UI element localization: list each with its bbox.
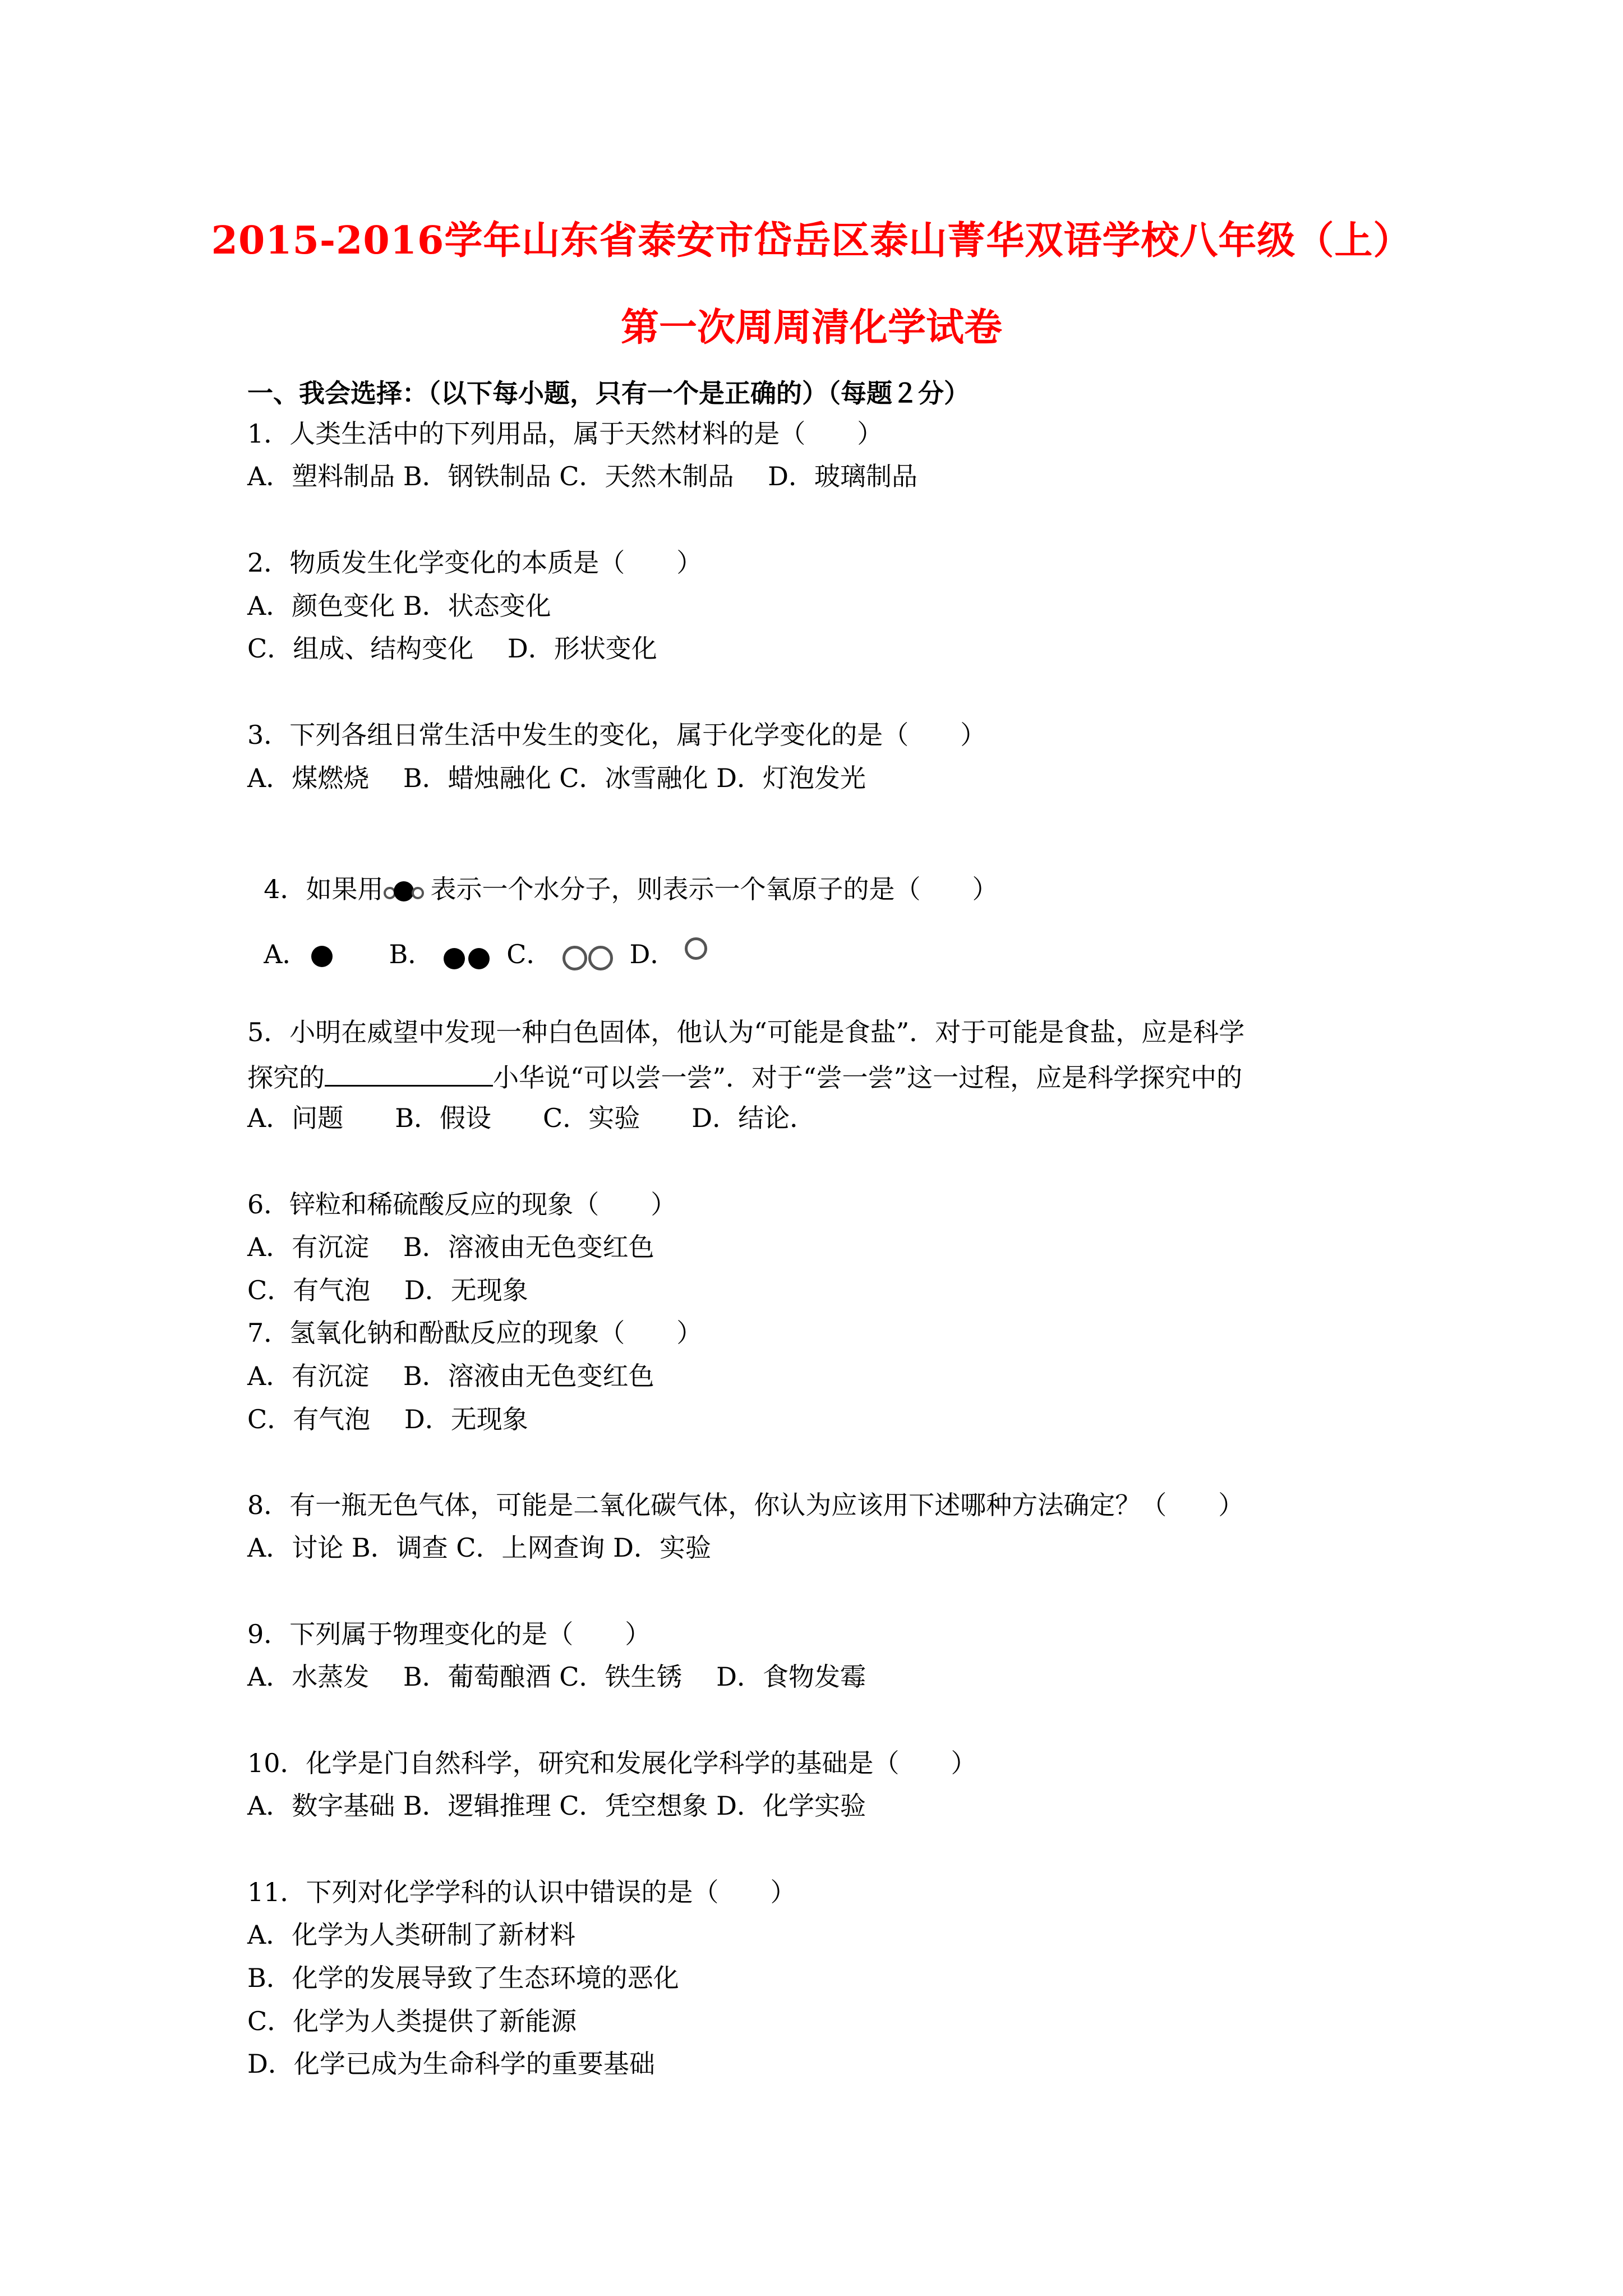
q7-stem: 7．氢氧化钠和酚酞反应的现象（ ） bbox=[247, 1318, 703, 1348]
q7-options-2: C．有气泡 D．无现象 bbox=[247, 1404, 528, 1434]
q10-options: A．数字基础 B．逻辑推理 C．凭空想象 D．化学实验 bbox=[247, 1791, 866, 1821]
q2-stem: 2．物质发生化学变化的本质是（ ） bbox=[247, 547, 703, 578]
q9-options: A．水蒸发 B．葡萄酿酒 C．铁生锈 D．食物发霉 bbox=[247, 1662, 866, 1692]
q2-options-2: C．组成、结构变化 D．形状变化 bbox=[247, 633, 657, 664]
q6-options-1: A．有沉淀 B．溶液由无色变红色 bbox=[247, 1232, 654, 1262]
q8-stem: 8．有一瓶无色气体，可能是二氧化碳气体，你认为应该用下述哪种方法确定？（ ） bbox=[247, 1490, 1244, 1520]
q2-options-1: A．颜色变化 B．状态变化 bbox=[247, 591, 551, 621]
q5-line-2a: 探究的 bbox=[247, 1062, 325, 1093]
title-line-1: 2015-2016学年山东省泰安市岱岳区泰山菁华双语学校八年级（上） bbox=[211, 218, 1412, 263]
q4-options bbox=[247, 915, 707, 970]
q4-stem bbox=[247, 850, 998, 904]
q7-options-1: A．有沉淀 B．溶液由无色变红色 bbox=[247, 1361, 654, 1391]
single-black-atom-icon bbox=[311, 946, 333, 967]
q4-option-c-label: C． bbox=[506, 939, 552, 969]
title-line-2: 第一次周周清化学试卷 bbox=[620, 305, 1002, 350]
q5-answer-blank[interactable] bbox=[325, 1062, 493, 1087]
q5-line-2b: 小华说“可以尝一尝”．对于“尝一尝”这一过程，应是科学探究中的 bbox=[493, 1062, 1243, 1093]
q4-option-d-label: D． bbox=[629, 939, 676, 969]
q8-options: A．讨论 B．调查 C．上网查询 D．实验 bbox=[247, 1533, 711, 1563]
q4-stem-b: 表示一个水分子，则表示一个氧原子的是（ ） bbox=[430, 874, 998, 904]
q11-option-b: B．化学的发展导致了生态环境的恶化 bbox=[247, 1963, 679, 1993]
q6-stem: 6．锌粒和稀硫酸反应的现象（ ） bbox=[247, 1189, 677, 1220]
water-molecule-icon bbox=[384, 879, 431, 904]
q5-line-2 bbox=[247, 1062, 1242, 1091]
section-heading: 一、我会选择：（以下每小题，只有一个是正确的）（每题２分） bbox=[247, 378, 970, 408]
q6-options-2: C．有气泡 D．无现象 bbox=[247, 1275, 528, 1305]
q11-option-d: D．化学已成为生命科学的重要基础 bbox=[247, 2049, 655, 2079]
q1-stem: 1．人类生活中的下列用品，属于天然材料的是（ ） bbox=[247, 418, 883, 449]
two-black-atoms-icon bbox=[444, 944, 490, 969]
q4-stem-a: 4．如果用 bbox=[264, 874, 384, 904]
q1-options: A．塑料制品 B．钢铁制品 C．天然木制品 D．玻璃制品 bbox=[247, 461, 917, 491]
q3-stem: 3．下列各组日常生活中发生的变化，属于化学变化的是（ ） bbox=[247, 720, 986, 750]
q5-options: A．问题 B．假设 C．实验 D．结论． bbox=[247, 1103, 816, 1133]
q5-line-1: 5．小明在威望中发现一种白色固体，他认为“可能是食盐”．对于可能是食盐，应是科学 bbox=[247, 1017, 1245, 1047]
q3-options: A．煤燃烧 B．蜡烛融化 C．冰雪融化 D．灯泡发光 bbox=[247, 763, 866, 793]
q9-stem: 9．下列属于物理变化的是（ ） bbox=[247, 1619, 651, 1649]
q11-option-c: C．化学为人类提供了新能源 bbox=[247, 2006, 577, 2036]
single-white-atom-icon bbox=[685, 937, 707, 960]
q10-stem: 10．化学是门自然科学，研究和发展化学科学的基础是（ ） bbox=[247, 1748, 977, 1778]
two-white-atoms-icon bbox=[562, 943, 613, 970]
q4-option-a-label: A． bbox=[264, 939, 308, 969]
q4-option-b-label: B． bbox=[389, 939, 434, 969]
q11-stem: 11．下列对化学学科的认识中错误的是（ ） bbox=[247, 1877, 796, 1907]
q11-option-a: A．化学为人类研制了新材料 bbox=[247, 1920, 576, 1950]
